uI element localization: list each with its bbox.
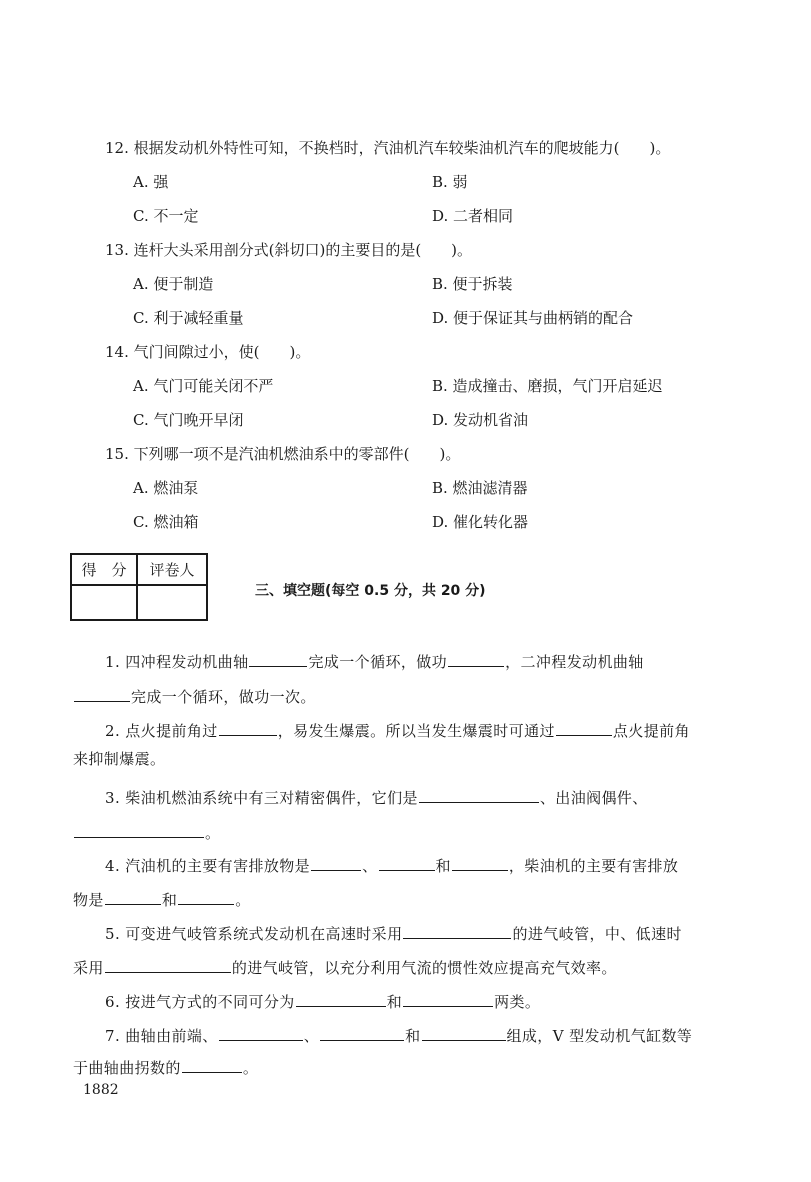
- q14-option-a: A. 气门可能关闭不严: [133, 377, 274, 395]
- fill-item-7-line2: 于曲轴曲拐数的 。: [73, 1059, 259, 1077]
- blank[interactable]: [178, 892, 234, 905]
- question-14-stem: 14. 气门间隙过小，使( )。: [105, 343, 311, 361]
- fill-item-1-line1: 1. 四冲程发动机曲轴 完成一个循环，做功 ，二冲程发动机曲轴: [105, 653, 644, 671]
- blank[interactable]: [219, 1028, 303, 1041]
- fill-item-4-line2: 物是 和 。: [73, 891, 251, 909]
- score-cell[interactable]: [71, 585, 137, 620]
- fill-item-1-line2: 完成一个循环，做功一次。: [73, 686, 316, 707]
- blank[interactable]: [403, 926, 511, 939]
- blank[interactable]: [448, 654, 504, 667]
- blank[interactable]: [249, 654, 307, 667]
- q15-option-d: D. 催化转化器: [432, 513, 529, 531]
- blank[interactable]: [320, 1028, 404, 1041]
- question-12-stem: 12. 根据发动机外特性可知，不换档时，汽油机汽车较柴油机汽车的爬坡能力( )。: [105, 139, 671, 157]
- q12-option-a: A. 强: [133, 173, 169, 191]
- fill-item-3-line2: 。: [73, 822, 220, 843]
- blank[interactable]: [219, 723, 277, 736]
- q14-option-c: C. 气门晚开早闭: [133, 411, 244, 429]
- blank[interactable]: [182, 1060, 242, 1073]
- blank[interactable]: [105, 960, 231, 973]
- q13-option-d: D. 便于保证其与曲柄销的配合: [432, 309, 634, 327]
- q14-option-b: B. 造成撞击、磨损，气门开启延迟: [432, 377, 663, 395]
- blank[interactable]: [556, 723, 612, 736]
- blank[interactable]: [74, 825, 204, 838]
- fill-item-5-line1: 5. 可变进气岐管系统式发动机在高速时采用 的进气岐管，中、低速时: [105, 925, 682, 943]
- q13-option-c: C. 利于减轻重量: [133, 309, 244, 327]
- grader-header: 评卷人: [137, 554, 207, 585]
- q13-option-a: A. 便于制造: [133, 275, 214, 293]
- blank[interactable]: [105, 892, 161, 905]
- page-number: 1882: [83, 1082, 119, 1098]
- score-header: 得 分: [71, 554, 137, 585]
- q12-option-b: B. 弱: [432, 173, 468, 191]
- blank[interactable]: [419, 790, 539, 803]
- fill-item-5-line2: 采用 的进气岐管，以充分利用气流的惯性效应提高充气效率。: [73, 959, 617, 977]
- question-15-stem: 15. 下列哪一项不是汽油机燃油系中的零部件( )。: [105, 445, 461, 463]
- fill-item-3-line1: 3. 柴油机燃油系统中有三对精密偶件，它们是 、出油阀偶件、: [105, 789, 648, 807]
- blank[interactable]: [379, 858, 435, 871]
- section-title: 三、填空题(每空 0.5 分，共 20 分): [255, 583, 486, 599]
- fill-item-4-line1: 4. 汽油机的主要有害排放物是 、 和 ，柴油机的主要有害排放: [105, 857, 679, 875]
- question-13-stem: 13. 连杆大头采用剖分式(斜切口)的主要目的是( )。: [105, 241, 473, 259]
- blank[interactable]: [403, 994, 493, 1007]
- q14-option-d: D. 发动机省油: [432, 411, 529, 429]
- blank[interactable]: [452, 858, 508, 871]
- q15-option-b: B. 燃油滤清器: [432, 479, 528, 497]
- q15-option-a: A. 燃油泵: [133, 479, 199, 497]
- fill-item-2-line2: 来抑制爆震。: [73, 750, 166, 768]
- blank[interactable]: [422, 1028, 506, 1041]
- score-table: [70, 553, 208, 621]
- blank[interactable]: [74, 689, 130, 702]
- blank[interactable]: [311, 858, 361, 871]
- q15-option-c: C. 燃油箱: [133, 513, 199, 531]
- fill-item-6: 6. 按进气方式的不同可分为 和 两类。: [105, 993, 541, 1011]
- fill-item-2-line1: 2. 点火提前角过 ，易发生爆震。所以当发生爆震时可通过 点火提前角: [105, 722, 690, 740]
- q12-option-d: D. 二者相同: [432, 207, 514, 225]
- fill-item-7-line1: 7. 曲轴由前端、 、 和 组成，V 型发动机气缸数等: [105, 1027, 693, 1045]
- q13-option-b: B. 便于拆装: [432, 275, 513, 293]
- grader-cell[interactable]: [137, 585, 207, 620]
- q12-option-c: C. 不一定: [133, 207, 199, 225]
- blank[interactable]: [296, 994, 386, 1007]
